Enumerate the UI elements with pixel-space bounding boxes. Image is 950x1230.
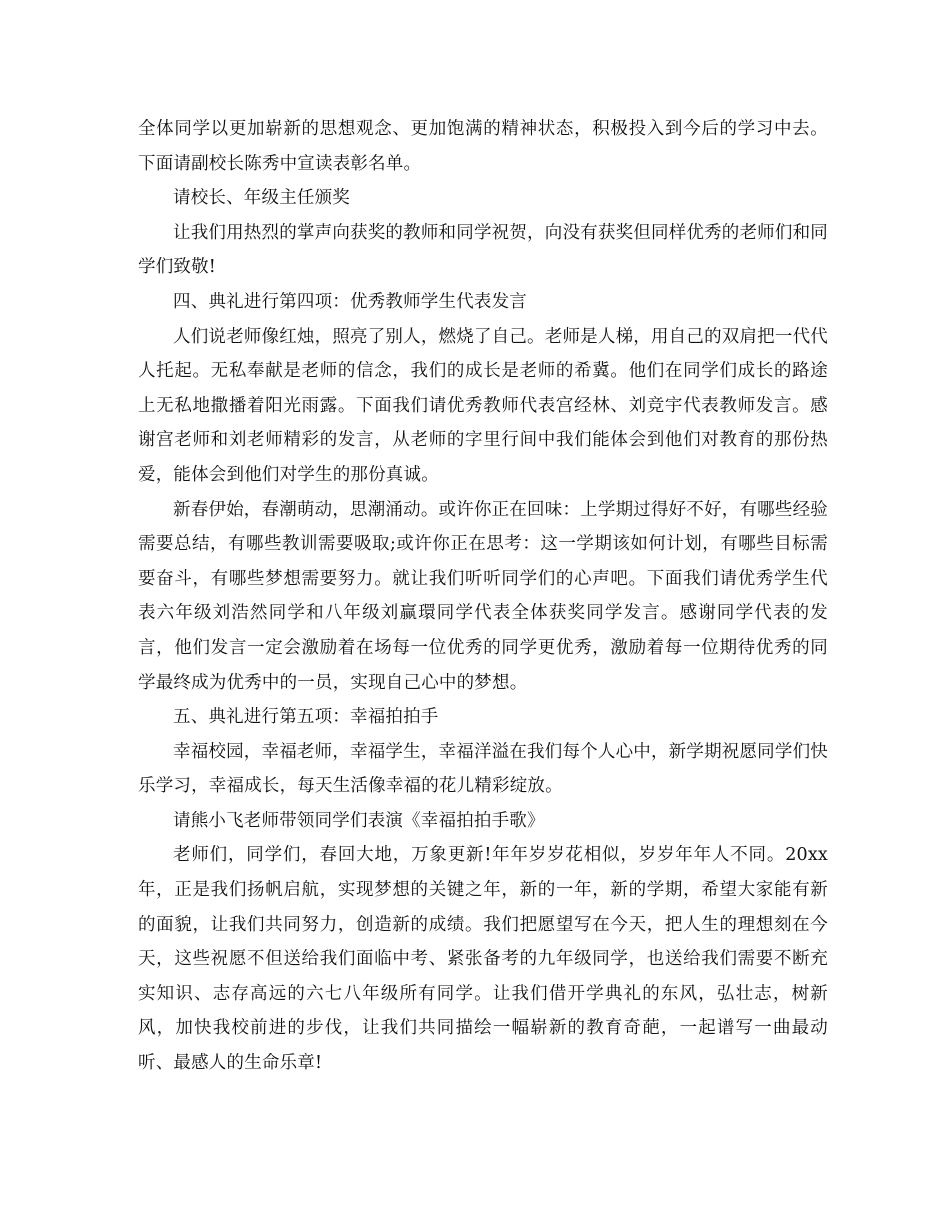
- paragraph-2: 请校长、年级主任颁奖: [173, 188, 350, 209]
- paragraph-1: 全体同学以更加崭新的思想观念、更加饱满的精神状态，积极投入到今后的学习中去。下面请副校长陈秀中宣读表彰名单。: [138, 119, 828, 174]
- paragraph-3: 让我们用热烈的掌声向获奖的教师和同学祝贺，向没有获奖但同样优秀的老师们和同学们致敬!: [138, 222, 828, 278]
- paragraph-5: 人们说老师像红烛，照亮了别人，燃烧了自己。老师是人梯，用自己的双肩把一代代人托起。无私奉献是老师的信念，我们的成长是老师的希冀。他们在同学们成长的路途上无私地撒播着阳光雨露。下面我们请优秀教师代表宫经林、刘竞宇代表教师发言。感谢宫老师和刘老师精彩的发言，从老师的字里行间中我们能体会到他们对教育的那份热爱，能体会到他们对学生的那份真诚。: [138, 326, 828, 485]
- paragraph-10: 老师们，同学们，春回大地，万象更新!年年岁岁花相似，岁岁年年人不同。20xx年，正是我们扬帆启航，实现梦想的关键之年，新的一年，新的学期，希望大家能有新的面貌，让我们共同努力，创造新的成绩。我们把愿望写在今天，把人生的理想刻在今天，这些祝愿不但送给我们面临中考、紧张备考的九年级同学，也送给我们需要不断充实知识、志存高远的六七八年级所有同学。让我们借开学典礼的东风，弘壮志，树新风，加快我校前进的步伐，让我们共同描绘一幅崭新的教育奇葩，一起谱写一曲最动听、最感人的生命乐章!: [138, 845, 828, 1074]
- paragraph-8: 幸福校园，幸福老师，幸福学生，幸福洋溢在我们每个人心中，新学期祝愿同学们快乐学习，幸福成长，每天生活像幸福的花儿精彩绽放。: [138, 741, 828, 797]
- paragraph-6: 新春伊始，春潮萌动，思潮涌动。或许你正在回味：上学期过得好不好，有哪些经验需要总结，有哪些教训需要吸取;或许你正在思考：这一学期该如何计划，有哪些目标需要奋斗，有哪些梦想需要努力。就让我们听听同学们的心声吧。下面我们请优秀学生代表六年级刘浩然同学和八年级刘赢環同学代表全体获奖同学发言。感谢同学代表的发言，他们发言一定会激励着在场每一位优秀的同学更优秀，激励着每一位期待优秀的同学最终成为优秀中的一员，实现自己心中的梦想。: [138, 499, 828, 693]
- section-heading-4: 四、典礼进行第四项：优秀教师学生代表发言: [173, 291, 527, 312]
- document-body: [138, 112, 828, 1081]
- section-heading-5: 五、典礼进行第五项：幸福拍拍手: [173, 707, 439, 728]
- paragraph-9: 请熊小飞老师带领同学们表演《幸福拍拍手歌》: [173, 810, 545, 831]
